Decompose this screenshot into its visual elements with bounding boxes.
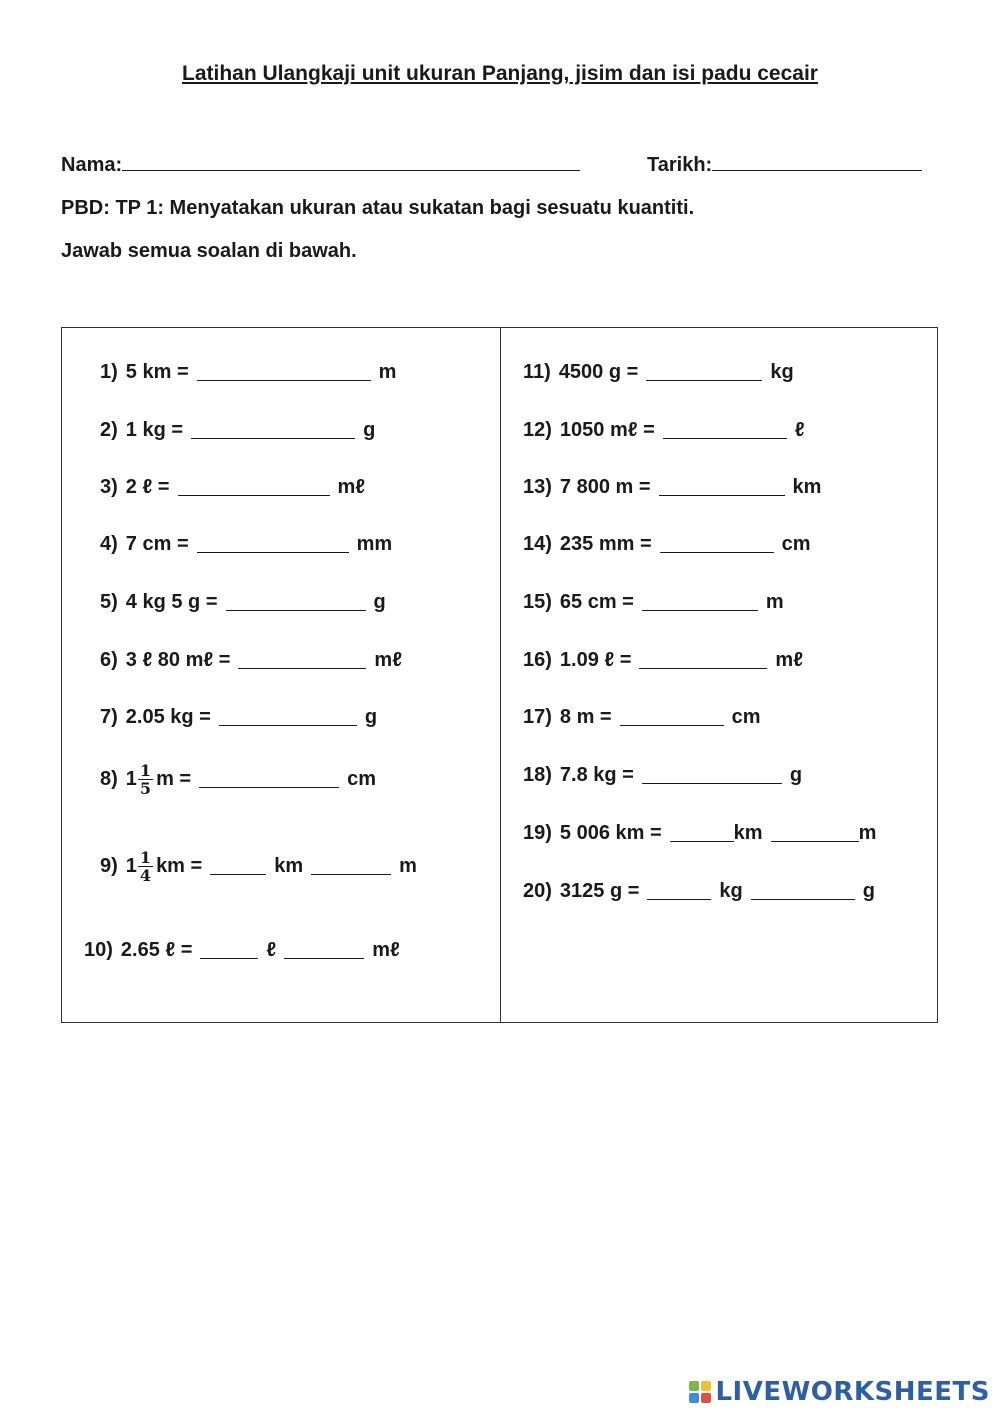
unit-label: ℓ: [794, 419, 805, 441]
question-13: [523, 476, 821, 499]
question-text: 2.65 ℓ =: [120, 939, 193, 961]
question-7: [100, 706, 377, 729]
answer-blank[interactable]: [663, 422, 787, 439]
question-10: [84, 939, 400, 962]
unit-label: g: [364, 706, 378, 728]
question-number: 8): [100, 768, 118, 790]
pbd-statement: PBD: TP 1: Menyatakan ukuran atau sukatan bagi sesuatu kuantiti.: [61, 197, 695, 219]
unit-label: km: [792, 476, 822, 498]
question-17: [523, 706, 761, 729]
question-text: 2 ℓ =: [125, 476, 170, 498]
name-label: Nama:: [61, 154, 123, 176]
worksheet-title: Latihan Ulangkaji unit ukuran Panjang, jisim dan isi padu cecair: [182, 62, 818, 85]
question-number: 11): [523, 361, 551, 383]
column-divider: [500, 328, 501, 1022]
question-text: 3 ℓ 80 mℓ =: [125, 649, 231, 671]
unit-label: cm: [347, 768, 376, 790]
fraction-denominator: 5: [139, 779, 152, 798]
question-8: [100, 762, 376, 797]
mixed-number-whole: 1: [125, 768, 137, 790]
question-text: 5 006 km =: [559, 822, 662, 844]
question-18: [523, 764, 802, 787]
unit-label-1: ℓ: [266, 939, 277, 961]
question-20: [523, 880, 875, 903]
question-15: [523, 591, 784, 614]
unit-label-2: mℓ: [372, 939, 400, 961]
answer-blank[interactable]: [620, 709, 724, 726]
question-number: 12): [523, 419, 552, 441]
name-input-line[interactable]: [122, 152, 580, 171]
question-number: 7): [100, 706, 118, 728]
question-4: [100, 533, 392, 556]
fraction-numerator: 1: [139, 848, 152, 867]
answer-blank[interactable]: [642, 767, 782, 784]
question-text: 7.8 kg =: [559, 764, 634, 786]
question-text: 5 km =: [125, 361, 189, 383]
answer-blank[interactable]: [642, 594, 758, 611]
answer-blank[interactable]: [197, 536, 349, 553]
answer-blank-2[interactable]: [771, 825, 859, 842]
question-text: 1 kg =: [125, 419, 184, 441]
answer-blank[interactable]: [191, 422, 355, 439]
logo-square-blue: [689, 1393, 699, 1403]
answer-blank-2[interactable]: [311, 858, 391, 875]
answer-blank[interactable]: [238, 652, 366, 669]
question-text: 235 mm =: [559, 533, 652, 555]
date-label: Tarikh:: [647, 154, 713, 176]
question-number: 1): [100, 361, 118, 383]
unit-label: m: [765, 591, 784, 613]
instruction-text: Jawab semua soalan di bawah.: [61, 240, 357, 262]
question-number: 19): [523, 822, 552, 844]
unit-label: g: [373, 591, 386, 613]
question-text: 7 800 m =: [559, 476, 651, 498]
question-11: [523, 361, 794, 384]
question-number: 9): [100, 855, 118, 877]
question-number: 15): [523, 591, 552, 613]
fraction: [138, 762, 153, 797]
question-text: 3125 g =: [559, 880, 640, 902]
question-text: 65 cm =: [559, 591, 634, 613]
question-text: km =: [156, 855, 203, 877]
date-field-row: [647, 152, 922, 177]
answer-blank[interactable]: [660, 536, 774, 553]
logo-square-green: [689, 1381, 699, 1391]
logo-square-yellow: [701, 1381, 711, 1391]
unit-label: kg: [770, 361, 794, 383]
unit-label: g: [363, 419, 376, 441]
question-number: 3): [100, 476, 118, 498]
fraction-denominator: 4: [139, 866, 152, 885]
question-text: 7 cm =: [125, 533, 189, 555]
unit-label-2: m: [858, 822, 877, 844]
question-14: [523, 533, 811, 556]
question-2: [100, 419, 375, 442]
question-number: 17): [523, 706, 552, 728]
fraction: [138, 849, 153, 884]
answer-blank-2[interactable]: [751, 883, 855, 900]
question-5: [100, 591, 386, 614]
question-text: 4 kg 5 g =: [125, 591, 218, 613]
question-number: 4): [100, 533, 118, 555]
unit-label: g: [789, 764, 803, 786]
question-text: m =: [156, 768, 192, 790]
unit-label: m: [378, 361, 397, 383]
date-input-line[interactable]: [712, 152, 922, 171]
answer-blank[interactable]: [646, 364, 762, 381]
question-text: 2.05 kg =: [125, 706, 211, 728]
question-number: 10): [84, 939, 113, 961]
question-text: 1050 mℓ =: [559, 419, 655, 441]
question-number: 18): [523, 764, 552, 786]
question-text: 8 m =: [559, 706, 612, 728]
question-number: 6): [100, 649, 118, 671]
answer-blank-1[interactable]: [210, 858, 266, 875]
unit-label-2: m: [399, 855, 417, 877]
question-text: 1.09 ℓ =: [559, 649, 632, 671]
logo-square-red: [701, 1393, 711, 1403]
mixed-number-whole: 1: [125, 855, 137, 877]
unit-label: cm: [731, 706, 761, 728]
answer-blank[interactable]: [178, 479, 330, 496]
answer-blank[interactable]: [639, 652, 767, 669]
unit-label: mℓ: [374, 649, 402, 671]
question-16: [523, 649, 803, 672]
question-number: 2): [100, 419, 118, 441]
logo-text: LIVEWORKSHEETS: [715, 1377, 990, 1407]
answer-blank-1[interactable]: [647, 883, 711, 900]
answer-blank[interactable]: [197, 364, 371, 381]
unit-label: mm: [356, 533, 393, 555]
answer-blank-2[interactable]: [284, 942, 364, 959]
liveworksheets-logo[interactable]: [689, 1377, 990, 1407]
answer-blank[interactable]: [199, 771, 339, 788]
unit-label-1: km: [733, 822, 763, 844]
unit-label: mℓ: [775, 649, 803, 671]
question-9: [100, 849, 417, 884]
question-text: 4500 g =: [558, 361, 639, 383]
answer-blank-1[interactable]: [200, 942, 258, 959]
question-6: [100, 649, 402, 672]
question-number: 13): [523, 476, 552, 498]
unit-label: mℓ: [337, 476, 366, 498]
fraction-numerator: 1: [139, 761, 152, 780]
question-number: 16): [523, 649, 552, 671]
liveworksheets-logo-icon: [689, 1381, 711, 1403]
questions-table: [61, 327, 938, 1023]
question-19: [523, 822, 876, 845]
answer-blank[interactable]: [659, 479, 785, 496]
question-12: [523, 419, 805, 442]
question-3: [100, 476, 365, 499]
name-field-row: [61, 152, 580, 177]
answer-blank-1[interactable]: [670, 825, 734, 842]
question-1: [100, 361, 396, 384]
unit-label-1: km: [274, 855, 304, 877]
answer-blank[interactable]: [219, 709, 357, 726]
question-number: 14): [523, 533, 552, 555]
question-number: 5): [100, 591, 118, 613]
unit-label: cm: [781, 533, 811, 555]
answer-blank[interactable]: [226, 594, 366, 611]
question-number: 20): [523, 880, 552, 902]
unit-label-2: g: [862, 880, 875, 902]
unit-label-1: kg: [719, 880, 743, 902]
